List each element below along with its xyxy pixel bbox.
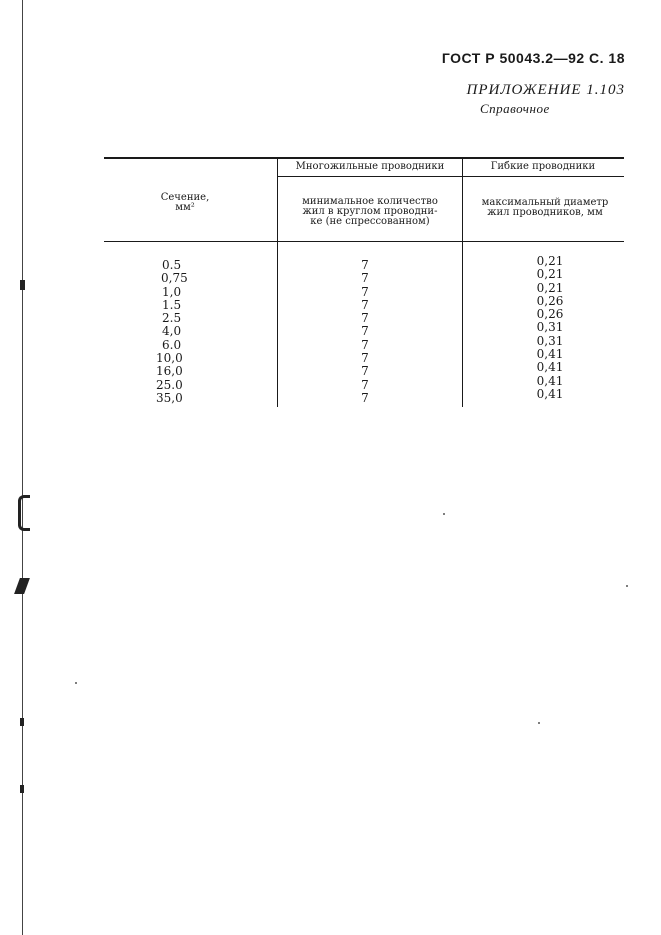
table-cell-min-count: 7 bbox=[361, 284, 369, 299]
section-column-header bbox=[140, 193, 230, 213]
max-diameter-header-line: жил проводников, мм bbox=[487, 207, 603, 218]
column-divider-2 bbox=[462, 157, 463, 407]
max-diameter-column bbox=[520, 255, 580, 401]
scan-speck bbox=[443, 513, 445, 515]
table-cell-min-count: 7 bbox=[361, 364, 369, 379]
table-cell-max-diameter: 0,41 bbox=[536, 373, 564, 388]
table-cell-section: 2.5 bbox=[162, 311, 182, 326]
margin-mark bbox=[20, 718, 24, 726]
column-divider-1 bbox=[277, 157, 278, 407]
table-cell-section: 1.5 bbox=[162, 297, 182, 312]
table-cell-min-count: 7 bbox=[361, 390, 369, 405]
table-cell-max-diameter: 0,41 bbox=[536, 347, 564, 362]
table-cell-max-diameter: 0,26 bbox=[536, 307, 564, 322]
standard-header: ГОСТ Р 50043.2—92 С. 18 bbox=[441, 50, 625, 66]
section-header-label: Сечение, bbox=[160, 192, 210, 203]
table-cell-min-count: 7 bbox=[361, 297, 369, 312]
margin-mark bbox=[20, 280, 25, 290]
table-cell-max-diameter: 0,26 bbox=[536, 293, 564, 308]
table-cell-section: 35,0 bbox=[156, 390, 183, 405]
table-cell-min-count: 7 bbox=[361, 377, 369, 392]
table-cell-max-diameter: 0,21 bbox=[536, 267, 564, 282]
table-cell-min-count: 7 bbox=[361, 258, 369, 272]
section-column bbox=[150, 259, 230, 405]
group-sub-rule bbox=[278, 176, 624, 177]
min-count-header-line: жил в круглом проводни- bbox=[302, 206, 438, 217]
stranded-group-header: Многожильные проводники bbox=[295, 161, 445, 172]
min-count-header-line: минимальное количество bbox=[302, 196, 438, 207]
header-bottom-rule bbox=[104, 241, 624, 242]
table-cell-min-count: 7 bbox=[361, 311, 369, 326]
binding-margin-line bbox=[22, 0, 23, 935]
table-cell-max-diameter: 0,41 bbox=[536, 386, 564, 401]
margin-mark bbox=[18, 495, 30, 531]
table-cell-section: 10,0 bbox=[156, 351, 183, 366]
table-cell-min-count: 7 bbox=[361, 337, 369, 352]
section-header-unit: мм² bbox=[175, 202, 195, 213]
scan-speck bbox=[626, 585, 628, 587]
table-top-rule bbox=[104, 157, 624, 159]
min-count-column bbox=[350, 259, 380, 405]
table-cell-section: 4,0 bbox=[162, 324, 182, 339]
table-cell-section: 6.0 bbox=[162, 337, 182, 352]
appendix-title: ПРИЛОЖЕНИЕ 1.103 bbox=[466, 82, 625, 98]
table-cell-section: 25.0 bbox=[156, 377, 183, 392]
table-cell-section: 1,0 bbox=[162, 284, 182, 299]
table-cell-max-diameter: 0,31 bbox=[536, 333, 564, 348]
table-cell-min-count: 7 bbox=[361, 351, 369, 366]
min-count-header-line: ке (не спрессованном) bbox=[310, 216, 430, 227]
appendix-subtitle: Справочное bbox=[480, 101, 550, 116]
table-cell-min-count: 7 bbox=[361, 324, 369, 339]
scan-speck bbox=[75, 682, 77, 684]
table-cell-max-diameter: 0,41 bbox=[536, 360, 564, 375]
table-cell-section: 0,75 bbox=[161, 271, 188, 286]
max-diameter-header-line: максимальный диаметр bbox=[481, 197, 609, 208]
max-diameter-column-header bbox=[466, 198, 624, 218]
flexible-group-header: Гибкие проводники bbox=[490, 161, 596, 172]
scan-speck bbox=[538, 722, 540, 724]
table-cell-max-diameter: 0,31 bbox=[536, 320, 564, 335]
table-cell-max-diameter: 0,21 bbox=[536, 254, 564, 268]
min-count-column-header bbox=[280, 197, 460, 227]
table-cell-min-count: 7 bbox=[361, 271, 369, 286]
table-cell-section: 0.5 bbox=[162, 258, 182, 272]
table-cell-max-diameter: 0,21 bbox=[536, 280, 564, 295]
table-cell-section: 16,0 bbox=[156, 364, 183, 379]
margin-mark bbox=[20, 785, 24, 793]
margin-mark bbox=[14, 578, 30, 594]
